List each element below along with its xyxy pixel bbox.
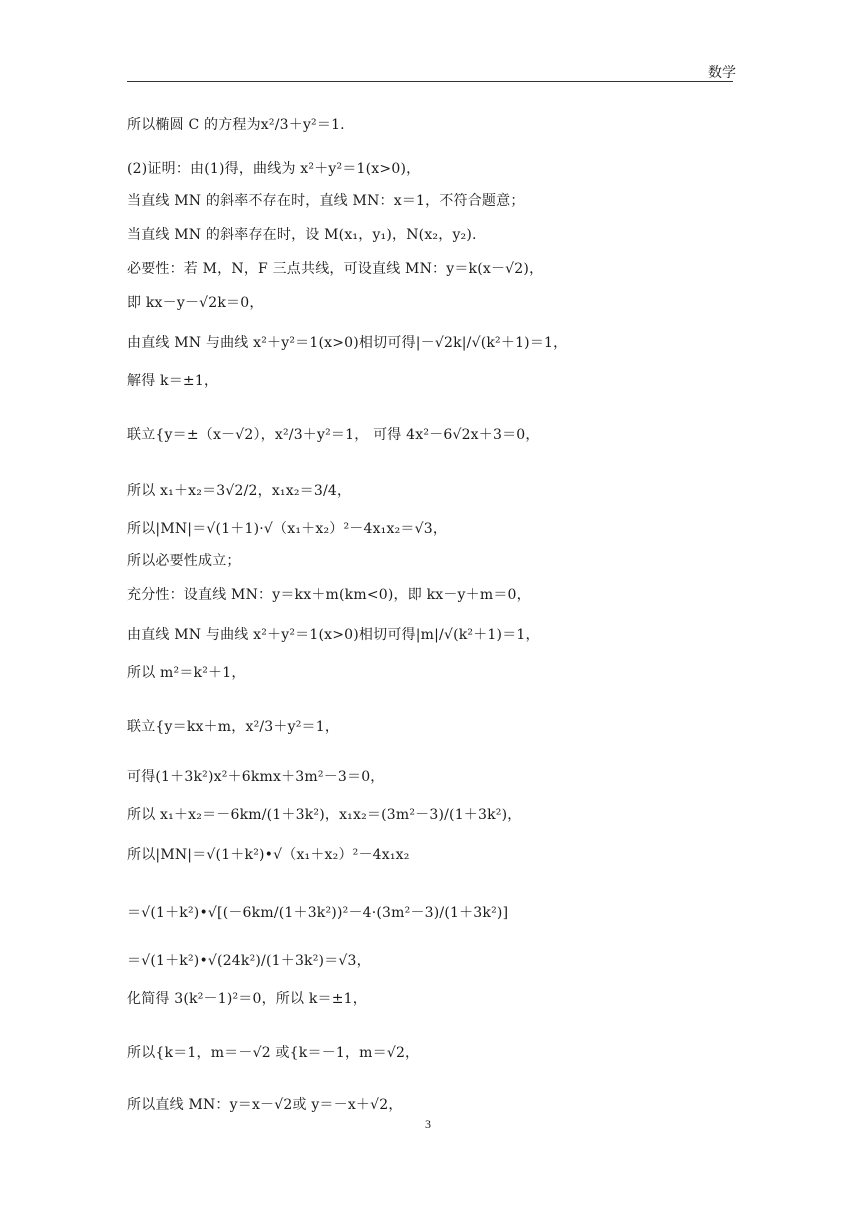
text-line: 所以|MN|＝√(1＋k²)•√（x₁＋x₂）²－4x₁x₂ — [127, 847, 410, 863]
text-line: 可得(1＋3k²)x²＋6kmx＋3m²－3＝0， — [127, 769, 385, 785]
header-rule — [127, 81, 733, 82]
text-line: 所以 x₁＋x₂＝3√2/2，x₁x₂＝3/4， — [127, 483, 352, 499]
text-line: ＝√(1＋k²)•√[(－6km/(1＋3k²))²－4·(3m²－3)/(1＋3k²)] — [127, 905, 509, 921]
text-line: 即 kx－y－√2k＝0， — [127, 295, 264, 311]
text-line: 当直线 MN 的斜率不存在时，直线 MN：x＝1，不符合题意； — [127, 193, 525, 209]
text-line: (2)证明：由(1)得，曲线为 x²＋y²＝1(x>0)， — [127, 161, 421, 177]
text-line: 当直线 MN 的斜率存在时，设 M(x₁，y₁)，N(x₂，y₂). — [127, 227, 477, 243]
text-line: 由直线 MN 与曲线 x²＋y²＝1(x>0)相切可得|－√2k|/√(k²＋1)＝1， — [127, 335, 568, 351]
text-line: 所以{k＝1，m＝－√2 或{k＝－1，m＝√2， — [127, 1045, 420, 1061]
text-line: 所以 x₁＋x₂＝－6km/(1＋3k²)，x₁x₂＝(3m²－3)/(1＋3k²)， — [127, 807, 522, 823]
text-line: 所以椭圆 C 的方程为x²/3＋y²＝1. — [127, 117, 345, 133]
text-line: 必要性：若 M，N，F 三点共线，可设直线 MN：y＝k(x－√2)， — [127, 261, 544, 277]
text-line: 所以直线 MN：y＝x－√2或 y＝－x＋√2， — [127, 1097, 403, 1113]
text-line: 所以必要性成立； — [127, 553, 241, 569]
text-line: 解得 k＝±1， — [127, 373, 219, 389]
text-line: 由直线 MN 与曲线 x²＋y²＝1(x>0)相切可得|m|/√(k²＋1)＝1， — [127, 627, 540, 643]
text-line: 充分性：设直线 MN：y＝kx＋m(km<0)，即 kx－y＋m＝0， — [127, 587, 531, 603]
text-line: 所以|MN|＝√(1＋1)·√（x₁＋x₂）²－4x₁x₂＝√3， — [127, 521, 448, 537]
header-subject: 数学 — [708, 65, 736, 81]
text-line: 所以 m²＝k²＋1， — [127, 665, 246, 681]
text-line: ＝√(1＋k²)•√(24k²)/(1＋3k²)＝√3， — [127, 953, 371, 969]
text-line: 联立{y＝kx＋m，x²/3＋y²＝1， — [127, 719, 340, 735]
text-line: 化简得 3(k²－1)²＝0，所以 k＝±1， — [127, 991, 367, 1007]
text-line: 联立{y＝±（x－√2），x²/3＋y²＝1， 可得 4x²－6√2x＋3＝0， — [127, 427, 540, 443]
page-number: 3 — [425, 1117, 431, 1131]
